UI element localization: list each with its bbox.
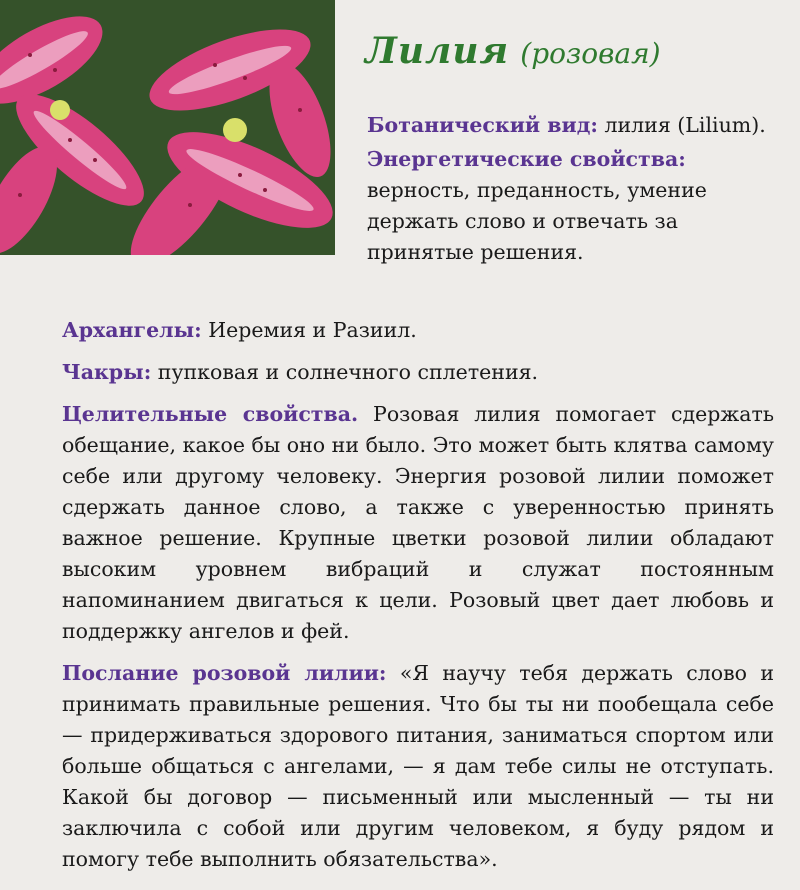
energy-label: Энергетические свойства:	[367, 147, 686, 171]
botanical-text: лилия (Lilium).	[597, 113, 766, 137]
archangels-text: Иеремия и Разиил.	[201, 318, 417, 342]
message-text: «Я научу тебя держать слово и принимать правильные решения. Что бы ты ни пообещала себе — придерживаться здорового питания, заниматься спортом или больше общаться с ангелами, — я дам тебе силы не отступать. Какой бы договор — письменный или мысленный — ты ни заключила с собой или другим человеком, я буду рядом и помогу тебе выполнить обязательства».	[62, 661, 774, 871]
title-main: Лилия	[365, 30, 510, 72]
message-paragraph	[62, 658, 774, 875]
energy-paragraph	[367, 144, 767, 268]
message-label: Послание розовой лилии:	[62, 661, 387, 685]
flower-title	[365, 30, 661, 72]
chakras-paragraph	[62, 357, 774, 388]
chakras-label: Чакры:	[62, 360, 152, 384]
botanical-label: Ботанический вид:	[367, 113, 598, 137]
lily-photo	[0, 0, 335, 255]
energy-text: верность, преданность, умение держать слово и отвечать за принятые решения.	[367, 178, 707, 264]
botanical-paragraph	[367, 110, 767, 141]
healing-label: Целительные свойства.	[62, 402, 359, 426]
healing-text: Розовая лилия помогает сдержать обещание, какое бы оно ни было. Это может быть клятва самому себе или другому человеку. Энергия розовой лилии поможет сдержать данное слово, а также с уверенностью принять важное решение. Крупные цветки розовой лилии обладают высоким уровнем вибраций и служат постоянным напоминанием двигаться к цели. Розовый цвет дает любовь и поддержку ангелов и фей.	[62, 402, 774, 643]
main-text	[62, 315, 774, 875]
archangels-label: Архангелы:	[62, 318, 202, 342]
healing-paragraph	[62, 399, 774, 647]
chakras-text: пупковая и солнечного сплетения.	[151, 360, 539, 384]
pink-lily-image	[0, 0, 335, 255]
archangels-paragraph	[62, 315, 774, 346]
title-sub: (розовая)	[520, 37, 661, 70]
top-info	[367, 110, 767, 268]
